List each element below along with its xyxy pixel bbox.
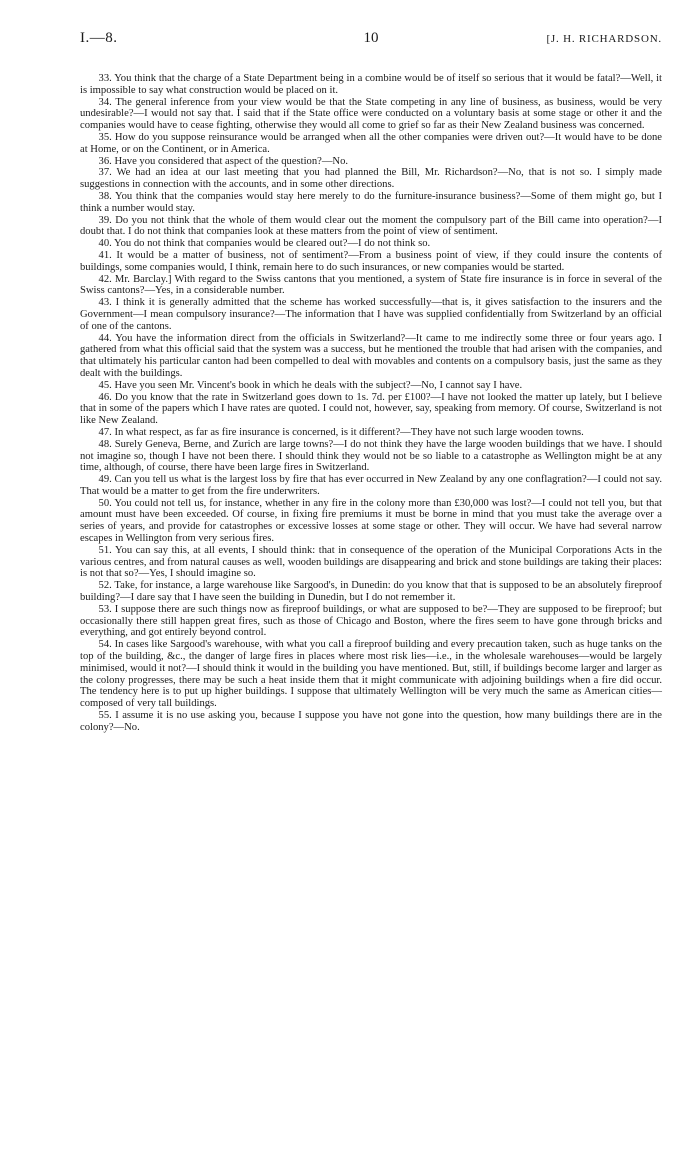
paragraph: 33. You think that the charge of a State Department being in a combine would be of itself so serious that it would be fatal?—Well, it is impossible to say what construction would be placed on it. [80, 73, 662, 96]
paragraph: 55. I assume it is no use asking you, because I suppose you have not gone into the question, how many buildings there are in the colony?—No. [80, 710, 662, 733]
paragraph: 43. I think it is generally admitted that the scheme has worked successfully—that is, it gives satisfaction to the insurers and the Government—I mean compulsory insurance?—The information that I have was supplied confidentially from Switzerland by an official of one of the cantons. [80, 297, 662, 332]
page-header [80, 30, 662, 52]
paragraph: 34. The general inference from your view would be that the State competing in any line of business, as business, would be very undesirable?—I would not say that. I said that if the State office were conducted on a voluntary basis at some stage or other it and the companies would have to cease fighting, otherwise they would all come to grief so far as their New Zealand business was concerned. [80, 96, 662, 132]
paragraph: 42. Mr. Barclay.] With regard to the Swiss cantons that you mentioned, a system of State fire insurance is in force in several of the Swiss cantons?—Yes, in a considerable number. [80, 273, 662, 297]
paragraph: 50. You could not tell us, for instance, whether in any fire in the colony more than £30,000 was lost?—I could not tell you, but that amount must have been exceeded. Of course, in fixing fire premiums it must be borne in mind that you must take the average over a series of years, and provide for catastrophes or excessive losses at some stage or other. They will occur. We have had several narrow escapes in Wellington from very serious fires. [80, 497, 662, 545]
paragraph: 46. Do you know that the rate in Switzerland goes down to 1s. 7d. per £100?—I have not looked the matter up lately, but I believe that in some of the papers which I have rates are quoted. I could not, however, say, speaking from memory. Of course, Switzerland is not like New Zealand. [80, 391, 662, 427]
paragraph: 54. In cases like Sargood's warehouse, with what you call a fireproof building and every precaution taken, such as huge tanks on the top of the building, &c., the danger of large fires in places where most risk lies—i.e., in the wholesale warehouses—would be largely minimised, would it not?—I should think it would in the building you have mentioned. But, still, if buildings become larger and larger as the colony progresses, there may be such a heat inside them that it might communicate with adjoining buildings when a fire did occur. The tendency here is to put up higher buildings. I suppose that ultimately Wellington will be very much the same as American cities—composed of very tall buildings. [80, 639, 662, 710]
paragraph: 41. It would be a matter of business, not of sentiment?—From a business point of view, if they could insure the contents of buildings, some companies would, I think, remain here to do such insurances, or new companies would be started. [80, 249, 662, 273]
paragraph: 40. You do not think that companies would be cleared out?—I do not think so. [98, 238, 431, 250]
paragraph: 49. Can you tell us what is the largest loss by fire that has ever occurred in New Zealand by any one conflagration?—I could not say. That would be a matter to get from the fire underwriters. [80, 474, 662, 497]
paragraph: 39. Do you not think that the whole of them would clear out the moment the compulsory part of the Bill came into operation?—I doubt that. I do not think that companies look at these matters from the point of view of sentiment. [80, 214, 662, 238]
paragraph: 35. How do you suppose reinsurance would be arranged when all the other companies were driven out?—It would have to be done at Home, or on the Continent, or in America. [80, 131, 662, 155]
paragraph: 52. Take, for instance, a large warehouse like Sargood's, in Dunedin: do you know that that is supposed to be an absolutely fireproof building?—I dare say that I have seen the building in Dunedin, but I do not remember it. [80, 580, 662, 604]
paragraph: 53. I suppose there are such things now as fireproof buildings, or what are supposed to be?—They are supposed to be fireproof; but occasionally there still happen great fires, such as those of Chicago and Boston, where the fires seem to have gone through bricks and everything, and got entirely beyond control. [80, 603, 662, 639]
page-body [80, 73, 662, 734]
paragraph: 38. You think that the companies would stay here merely to do the furniture-insurance business?—Some of them might go, but I think a number would stay. [80, 190, 662, 214]
paragraph: 36. Have you considered that aspect of the question?—No. [98, 155, 349, 167]
page-number: 10 [363, 30, 379, 46]
document-reference: I.—8. [80, 30, 118, 46]
witness-name: [J. H. RICHARDSON. [546, 33, 662, 45]
paragraph: 45. Have you seen Mr. Vincent's book in which he deals with the subject?—No, I cannot say I have. [98, 379, 523, 391]
paragraph: 37. We had an idea at our last meeting that you had planned the Bill, Mr. Richardson?—No, that is not so. I simply made suggestions in connection with the accounts, and in some other directions. [80, 167, 662, 191]
paragraph: 51. You can say this, at all events, I should think: that in consequence of the operation of the Municipal Corporations Acts in the various centres, and from natural causes as well, wooden buildings are disappearing and brick and stone buildings are taking their places: is not that so?—Yes, I should imagine so. [80, 544, 662, 580]
paragraph: 44. You have the information direct from the officials in Switzerland?—It came to me indirectly some three or four years ago. I gathered from what this official said that the system was a success, but he mentioned the trouble that had arisen with the companies, and that ultimately his particular canton had been compelled to deal with movables and contents on a compulsory basis, just the same as they dealt with the buildings. [80, 332, 662, 379]
paragraph: 47. In what respect, as far as fire insurance is concerned, is it different?—They have not such large wooden towns. [98, 426, 584, 438]
paragraph: 48. Surely Geneva, Berne, and Zurich are large towns?—I do not think they have the large wooden buildings that we have. I should not imagine so, though I have not been there. I should think they would not be so liable to a catastrophe as Wellington might be at any time, although, of course, there have been large fires in Switzerland. [80, 438, 662, 474]
